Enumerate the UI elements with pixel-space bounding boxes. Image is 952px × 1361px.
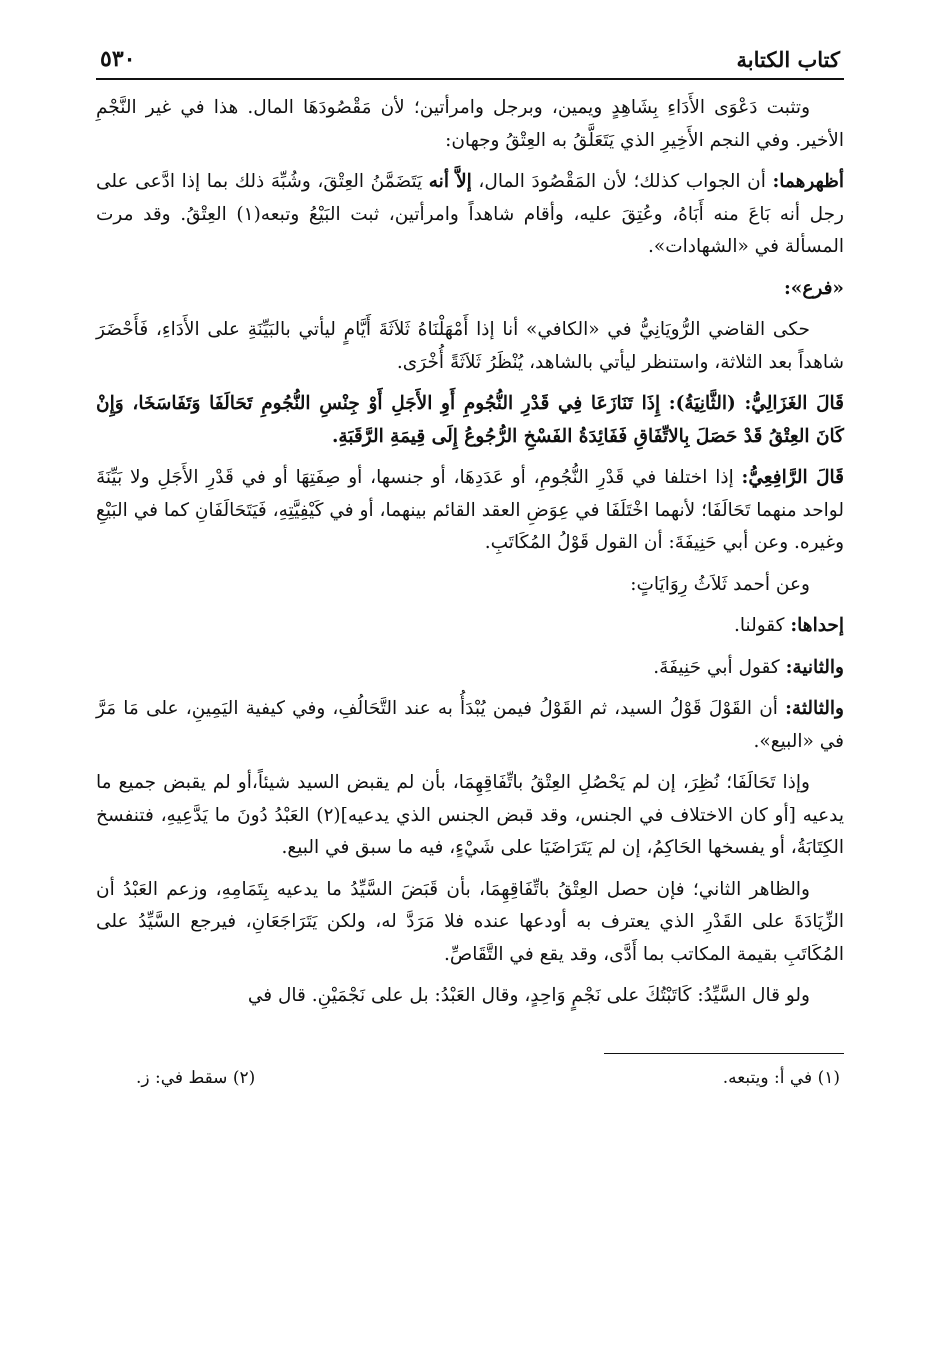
paragraph (96, 273, 844, 306)
page-number: ٥٣٠ (100, 46, 136, 72)
text-run: العَبْدُ دُونَ ما يَدَّعِيهِ، فتنفسخ الكِتَابَةُ، أو يفسخها الحَاكِمُ، إن لم يَتَرَاضَيَا على شَيْءٍ، فيه ما سبق في البيع. (96, 804, 844, 858)
bold-text: والثانية: (785, 656, 844, 678)
bold-text: «فرع»: (783, 277, 844, 299)
text-run: إذا اختلفا في قَدْرِ النُّجُومِ، أو عَدَدِهَا، أو جنسها، أو صِفَتِهَا أو في قَدْرِ الأَجَلِ ولا بَيِّنَةَ لواحد منهما تَحَالَفَا؛ لأنهما اخْتَلَفَا في عِوَضِ العقد القائم بينهما، أو في كَيْفِيَّتِهِ، فَيَتَحَالَفَانِ كما في البَيْعِ وغيره. وعن أبي حَنِيفَةَ: أن القول قَوْلُ المُكَاتَبِ. (96, 467, 844, 553)
footnote-2: (٢) سقط في: ز. (136, 1067, 256, 1088)
page-header (96, 28, 844, 80)
bold-text: إحداها: (790, 615, 844, 636)
bold-text: والثالثة: (785, 698, 844, 719)
text-run: والظاهر الثاني؛ فإن حصل العِتْقُ باتِّفَاقِهِمَا، بأن قَبَضَ السَّيِّدُ ما يدعيه بِتَمَامِهِ، وزعم العَبْدُ أن الزِّيَادَةَ على القَدْرِ الذي يعترف به أودعها عنده فلا مَرَدَّ له، ولكن يَتَرَاجَعَانِ، فيرجع السَّيِّدُ على المُكَاتَبِ بقيمة المكاتب بما أَدَّى، وقد يقع في التَّقَاصِّ. (96, 878, 844, 965)
bold-text: أظهرهما: (772, 171, 844, 192)
paragraph (96, 569, 844, 602)
page-body (96, 92, 844, 1013)
footnote-1: (١) في أ: ويتبعه. (722, 1067, 840, 1088)
text-run: كقولنا. (734, 615, 791, 636)
text-run: كقول أبي حَنِيفَةَ. (653, 656, 786, 678)
text-run: وعن أحمد ثَلاَثُ رِوَايَاتٍ: (630, 573, 810, 595)
paragraph (96, 92, 844, 157)
paragraph (96, 693, 844, 758)
bold-text: إلاَّ أنه (428, 171, 472, 192)
text-run: العِتْقُ. وقد مرت المسألة في «الشهادات». (96, 203, 844, 257)
text-run: وتثبت دَعْوَى الأَدَاءِ بِشَاهِدٍ ويمين، وبرجل وامرأتين؛ لأن مَقْصُودَهَا المال. هذا في غير النَّجْمِ الأخير. وفي النجم الأَخِيرِ الذي يَتَعَلَّقُ به العِتْقُ وجهان: (96, 97, 844, 151)
paragraph (96, 652, 844, 685)
paragraph (96, 462, 844, 560)
bold-text: قَالَ الغَزَالِيُّ: (الثَّانِيَةُ): إِذَا تَنَازَعَا فِي قَدْرِ النُّجُومِ أَوِ الأَجَلِ أَوْ جِنْسِ النُّجُومِ تَحَالَفَا وَتَفَاسَخَا، وَإِنْ كَانَ العِتْقُ قَدْ حَصَلَ بِالاتِّفَاقِ فَفَائِدَةُ الفَسْخِ الرُّجُوعُ إِلَى قِيمَةِ الرَّقَبَةِ. (96, 393, 844, 447)
paragraph (96, 166, 844, 264)
chapter-title: كتاب الكتابة (736, 47, 840, 72)
paragraph (96, 767, 844, 865)
paragraph (96, 874, 844, 972)
text-run: حكى القاضي الرُّويَانِيُّ في «الكافي» أنا إذا أَمْهَلْنَاهُ ثَلاَثَةَ أَيَّامٍ ليأتي بالبَيِّنَةِ على الأَدَاءِ، فَأَحْضَرَ شاهداً بعد الثلاثة، واستنظر ليأتي بالشاهد، يُنْظَرُ ثَلاَثَةً أُخْرَى. (96, 319, 844, 373)
text-run: يَتَضَمَّنُ العِتْقَ، وشُبِّهَ ذلك بما إذا ادَّعى على رجل أنه بَاعَ منه أَبَاهُ، وعُتِقَ عليه، وأقام شاهداً وامرأتين، ثبت البَيْعُ وتبعه (96, 171, 844, 225)
text-run: (٢) (316, 804, 341, 826)
text-run: وإذا تَحَالَفَا؛ نُظِرَ، إن لم يَحْصُلِ العِتْقُ باتِّفَاقِهِمَا، بأن لم يقبض السيد شيئاً،أو لم يقبض جميع ما يدعيه [أو كان الاختلاف في الجنس، وقد قبض الجنس الذي يدعيه] (96, 772, 845, 826)
paragraph (96, 610, 844, 643)
paragraph (96, 314, 844, 379)
footnotes (96, 1068, 844, 1088)
text-run: (١) (236, 203, 261, 225)
text-run: ولو قال السَّيِّدُ: كَاتَبْتُكَ على نَجْمٍ وَاحِدٍ، وقال العَبْدُ: بل على نَجْمَيْنِ. قال في (247, 985, 810, 1006)
text-run: أن القَوْلَ قَوْلُ السيد، ثم القَوْلُ فيمن يُبْدَأُ به عند التَّحَالُفِ، وفي كيفية اليَمِينِ، على مَا مَرَّ في «البيع». (96, 698, 844, 752)
bold-text: قَالَ الرَّافِعِيُّ: (741, 467, 844, 488)
text-run: أن الجواب كذلك؛ لأن المَقْصُودَ المال، (471, 171, 773, 192)
paragraph (96, 980, 844, 1013)
paragraph (96, 388, 844, 453)
footnote-separator (604, 1053, 844, 1054)
